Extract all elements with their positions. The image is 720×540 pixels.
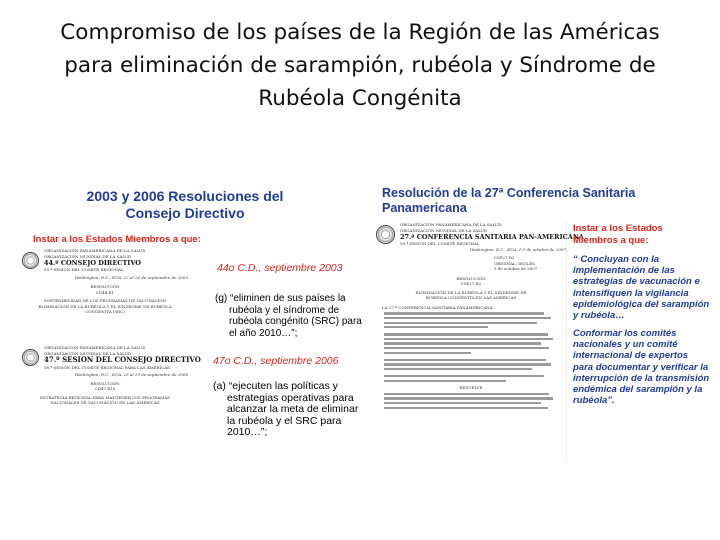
right-panel-heading-line-1: Resolución de la 27ª Conferencia Sanitaria — [382, 186, 636, 200]
doc3-intro: LA 27.ª CONFERENCIA SANITARIA PANAMERICANA, — [382, 304, 494, 310]
doc3-code: CSP27.R2 — [460, 281, 482, 286]
doc2-subject-line-2: NACIONALES DE VACUNACIÓN EN LAS AMÉRICAS — [50, 400, 160, 405]
right-quote-2-line-4: para documentar y verificar la — [573, 361, 709, 373]
doc1-subject-line-3: CONGÉNITA (SRC) — [85, 309, 125, 314]
doc2-code: CD47.R10 — [94, 386, 116, 391]
doc2-org-line-2: ORGANIZACIÓN MUNDIAL DE LA SALUD — [44, 350, 132, 356]
doc3-ref-1: CSP27.R2 — [494, 255, 515, 260]
right-panel-heading-line-2: Panamericana — [382, 201, 467, 215]
doc3-resuelve: RESUELVE — [459, 384, 483, 390]
right-quote-1-line-5: epidemiológica del sarampión — [573, 298, 710, 310]
right-quote-1-line-1: “ Concluyan con la — [573, 254, 660, 265]
doc2-session: 47.º SESIÓN DEL CONSEJO DIRECTIVO — [44, 356, 201, 364]
right-instar-label — [573, 223, 663, 246]
quote-2003-line-4: el año 2010…”; — [229, 327, 298, 339]
doc3-subject-line-2: RUBÉOLA CONGÉNITA EN LAS AMÉRICAS — [425, 295, 517, 300]
quote-2003-line-1: (g) “eliminen de sus países la — [215, 293, 346, 304]
doc2-subject-line-1: ESTRATEGIA REGIONAL PARA MANTENER LOS PROGRAMAS — [40, 394, 170, 400]
quote-2003-line-3: rubéola congénito (SRC) para — [229, 316, 362, 327]
doc2-session-sub: 58.ª SESIÓN DEL COMITÉ REGIONAL PARA LAS AMÉRICAS — [44, 364, 170, 370]
doc3-session: 27.ª CONFERENCIA SANITARIA PAN-AMERICANA — [400, 233, 584, 241]
quote-2006-line-4: la rubéola y el SRC para — [227, 414, 342, 427]
doc3-ref-3: 5 de octubre de 2007 — [494, 266, 538, 271]
doc1-subject-line-1: SOSTENIBILIDAD DE LOS PROGRAMAS DE VACUNACIÓN — [43, 298, 167, 303]
right-panel-heading — [382, 186, 635, 216]
slide-title — [20, 16, 700, 115]
doc1-org-line-2: ORGANIZACIÓN MUNDIAL DE LA SALUD — [44, 253, 132, 259]
right-quote-1-line-2: implementación de las — [573, 265, 675, 277]
doc3-subject-line-1: ELIMINACIÓN DE LA RUBÉOLA Y EL SÍNDROME DE — [415, 289, 527, 295]
doc3-place: Washington, D.C., EUA, 1-5 de octubre de 2007 — [469, 246, 566, 252]
doc3-org-line-1: ORGANIZACIÓN PANAMERICANA DE LA SALUD — [400, 222, 502, 227]
left-panel-heading-line-1: 2003 y 2006 Resoluciones del — [86, 188, 284, 204]
right-instar-line-1: Instar a los Estados — [573, 223, 663, 234]
quote-2006 — [213, 381, 358, 439]
right-quote-2 — [573, 328, 709, 406]
doc3-session-sub: 59.ª SESIÓN DEL COMITÉ REGIONAL — [400, 241, 480, 246]
right-quote-2-line-7: rubéola”. — [573, 395, 615, 407]
slide-title-line-2: para eliminación de sarampión, rubéola y Síndrome de — [64, 53, 656, 78]
doc2-place: Washington, D.C., EUA, 25 al 29 de septiembre de 2006 — [74, 372, 188, 377]
resolution-thumbnail-2003 — [22, 248, 188, 328]
paho-emblem-icon — [22, 349, 39, 366]
doc1-session-sub: 55.ª SESIÓN DEL COMITÉ REGIONAL — [44, 267, 124, 272]
right-quote-1-line-3: estrategias de vacunación e — [573, 276, 700, 288]
right-quote-1-line-4: intensifiquen la vigilancia — [573, 287, 689, 299]
right-quote-2-line-3: internacional de expertos — [573, 350, 689, 362]
doc1-session: 44.º CONSEJO DIRECTIVO — [44, 259, 141, 267]
left-panel-heading-line-2: Consejo Directivo — [125, 205, 245, 221]
doc3-body-text — [376, 312, 566, 382]
right-quote-2-line-2: nacionales y un comité — [573, 339, 678, 351]
doc1-subject-line-2: ELIMINACIÓN DE LA RUBÉOLA Y EL SÍNDROME DE RUBÉOLA — [38, 303, 172, 309]
quote-2006-line-5: 2010…”; — [227, 426, 268, 438]
doc1-org-line-1: ORGANIZACIÓN PANAMERICANA DE LA SALUD — [44, 248, 146, 253]
doc3-ref-2: ORIGINAL: INGLÉS — [494, 260, 535, 266]
left-instar-label: Instar a los Estados Miembros a que: — [33, 234, 201, 245]
doc3-resolution: RESOLUCIÓN — [456, 275, 486, 281]
quote-2003 — [215, 293, 362, 339]
paho-emblem-icon — [376, 225, 395, 244]
right-quote-1-line-6: y rubéola… — [573, 310, 625, 322]
left-panel-heading — [80, 188, 290, 222]
doc1-code: CD44.R1 — [95, 289, 115, 295]
right-instar-line-2: Miembros a que: — [573, 234, 649, 246]
paho-emblem-icon — [22, 252, 39, 269]
doc2-resolution: RESOLUCIÓN — [90, 380, 120, 386]
date-2003: 44o C.D., septiembre 2003 — [217, 262, 343, 274]
quote-2006-line-1: (a) “ejecuten las políticas y — [213, 380, 338, 392]
doc1-place: Washington, D.C., EUA, 22 al 26 de septiembre de 2003 — [74, 274, 188, 280]
quote-2003-line-2: rubéola y el síndrome de — [229, 304, 340, 316]
doc1-resolution: RESOLUCIÓN — [90, 284, 120, 289]
slide-title-line-3: Rubéola Congénita — [258, 86, 462, 111]
resolution-thumbnail-2006 — [22, 345, 201, 410]
right-quote-2-line-1: Conformar los comités — [573, 328, 677, 339]
slide-title-line-1: Compromiso de los países de la Región de las Américas — [60, 20, 660, 45]
quote-2006-line-2: estrategias operativas para — [227, 391, 354, 404]
right-quote-2-line-5: interrupción de la transmisión — [573, 372, 710, 384]
date-2006: 47o C.D., septiembre 2006 — [213, 355, 339, 367]
resolution-thumbnail-2007 — [376, 222, 584, 462]
right-quote-1 — [573, 254, 709, 321]
right-quote-2-line-6: endémica del sarampión y la — [573, 384, 703, 396]
doc3-org-line-2: ORGANIZACIÓN MUNDIAL DE LA SALUD — [400, 227, 488, 233]
quote-2006-line-3: alcanzar la meta de eliminar — [227, 403, 359, 415]
doc2-org-line-1: ORGANIZACIÓN PANAMERICANA DE LA SALUD — [44, 345, 146, 350]
